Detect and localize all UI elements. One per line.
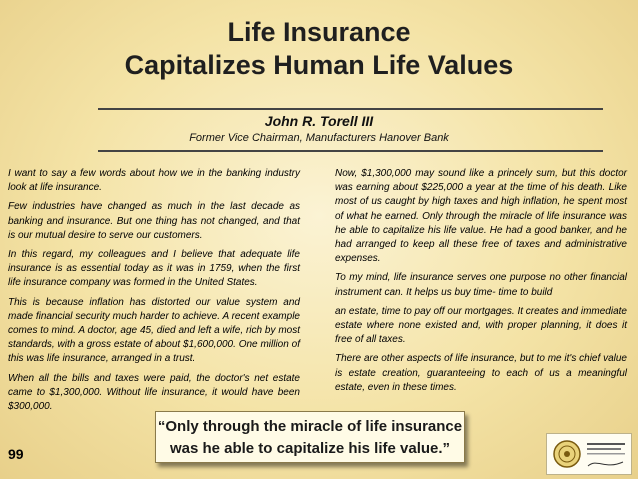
top-divider (98, 108, 603, 110)
right-column (335, 167, 627, 400)
paragraph: To my mind, life insurance serves one purpose no other financial instrument can. It helps us buy time- time to build (335, 272, 627, 298)
pull-quote-line-2: was he able to capitalize his life value.” (169, 440, 451, 457)
bottom-divider (98, 150, 603, 152)
left-column (8, 167, 300, 419)
paragraph: Now, $1,300,000 may sound like a princely sum, but this doctor was earning about $225,000 a year at the time of his death. Like most of us caught by high taxes and high inflation, he spent most of what he earned. Only through the miracle of life insurance was he able to capitalize his life value. He had a good banker, and he had arranged to keep all these free of taxes and administrative expenses. (335, 168, 627, 265)
company-logo (546, 433, 632, 475)
paragraph: I want to say a few words about how we in the banking industry look at life insurance. (8, 168, 300, 194)
paragraph: Few industries have changed as much in the last decade as banking and insurance. But one thing has not changed, and that is our mutual desire to serve our customers. (8, 201, 300, 241)
title-line-1: Life Insurance (227, 17, 411, 47)
slide-title (0, 16, 638, 82)
seal-icon (547, 434, 631, 474)
paragraph: This is because inflation has distorted our value system and made financial security much harder to achieve. A recent example comes to mind. A doctor, age 45, died and left a wife, rich by most standards, with a gross estate of about $1,600,000. One million of this was life insurance, arranged in a trust. (8, 296, 300, 365)
page-number: 99 (8, 446, 24, 462)
author-affiliation: Former Vice Chairman, Manufacturers Hanover Bank (189, 132, 449, 144)
paragraph: There are other aspects of life insurance, but to me it's chief value is estate creation, guaranteeing to each of us a meaningful estate, even in these times. (335, 353, 627, 393)
pull-quote-box (155, 411, 465, 463)
pull-quote-line-1: “Only through the miracle of life insurance (157, 418, 463, 435)
paragraph: In this regard, my colleagues and I believe that adequate life insurance is as essential today as it was in 1759, when the first life insurance company was formed in the United States. (8, 249, 300, 289)
title-line-2: Capitalizes Human Life Values (124, 50, 514, 80)
author-name: John R. Torell III (264, 113, 374, 129)
paragraph: When all the bills and taxes were paid, the doctor's net estate came to $1,300,000. Without life insurance, it would have been $300,000. (8, 372, 300, 413)
paragraph: an estate, time to pay off our mortgages. It creates and immediate estate where none existed and, with proper planning, it does it free of all taxes. (335, 305, 627, 346)
